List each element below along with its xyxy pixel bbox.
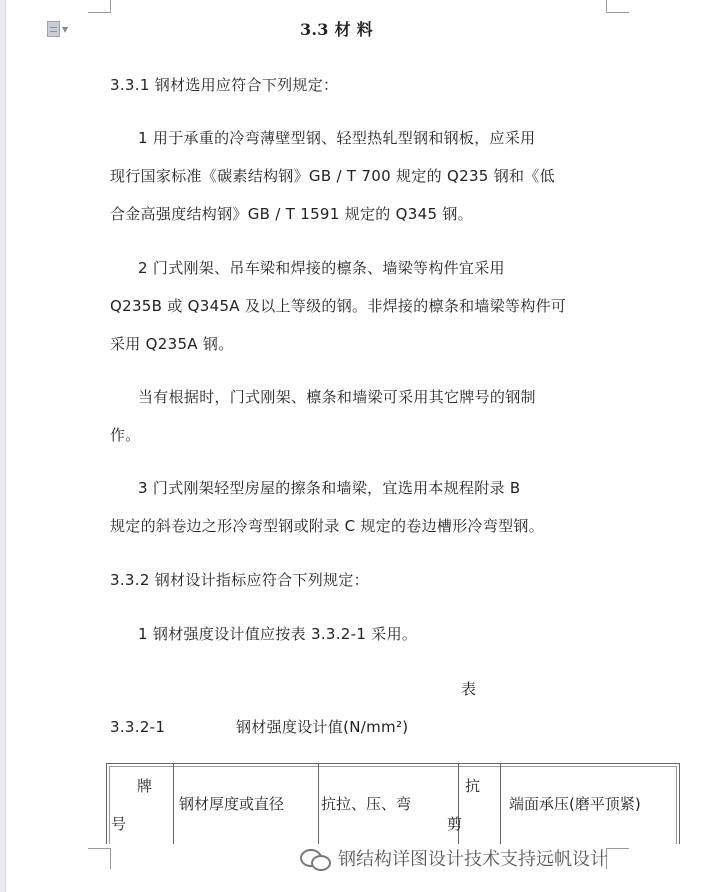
item1-line2: 现行国家标准《碳素结构钢》GB / T 700 规定的 Q235 钢和《低: [110, 167, 555, 185]
clause-3-3-1: 3.3.1 钢材选用应符合下列规定：: [110, 76, 339, 94]
crop-mark-top-left: [88, 0, 111, 13]
header-shear-bottom: 剪: [447, 815, 463, 833]
note-line2: 作。: [110, 426, 141, 444]
document-menu-button[interactable]: [47, 21, 68, 37]
header-tension: 抗拉、压、弯: [321, 795, 412, 813]
header-grade-top: 牌: [137, 777, 153, 795]
item3-line2: 规定的斜卷边之形冷弯型钢或附录 C 规定的卷边槽形冷弯型钢。: [110, 517, 545, 535]
header-grade-bottom: 号: [111, 815, 127, 833]
item2-line1: 2 门式刚架、吊车梁和焊接的檩条、墙梁等构件宜采用: [138, 259, 505, 277]
item3-line1: 3 门式刚架轻型房屋的擦条和墙梁，宜选用本规程附录 B: [138, 479, 521, 497]
page-left-margin: [0, 0, 6, 892]
steel-strength-table: [106, 763, 680, 844]
item1-line3: 合金高强度结构钢》GB / T 1591 规定的 Q345 钢。: [110, 205, 473, 223]
header-thickness: 钢材厚度或直径: [179, 795, 285, 813]
item-3-3-2-1: 1 钢材强度设计值应按表 3.3.2-1 采用。: [138, 625, 418, 643]
note-line1: 当有根据时，门式刚架、檩条和墙梁可采用其它牌号的钢制: [138, 388, 536, 406]
item1-line1: 1 用于承重的冷弯薄壁型钢、轻型热轧型钢和钢板，应采用: [138, 129, 536, 147]
watermark: [300, 845, 608, 871]
table-caption-number: 3.3.2-1: [110, 718, 166, 736]
section-title: 3.3 材 料: [300, 20, 374, 39]
clause-3-3-2: 3.3.2 钢材设计指标应符合下列规定：: [110, 571, 369, 589]
crop-mark-bottom-left: [88, 848, 111, 869]
crop-mark-top-right: [606, 0, 629, 13]
table-caption-title: 钢材强度设计值(N/mm²): [236, 718, 409, 736]
chevron-down-icon: ▼: [62, 24, 69, 34]
item2-line3: 采用 Q235A 钢。: [110, 335, 234, 353]
wechat-icon: [300, 847, 330, 869]
header-bearing: 端面承压(磨平顶紧): [509, 795, 641, 813]
crop-mark-bottom-right: [606, 848, 629, 869]
item2-line2: Q235B 或 Q345A 及以上等级的钢。非焊接的檩条和墙梁等构件可: [110, 297, 567, 315]
watermark-text: 钢结构详图设计技术支持远帆设计: [338, 849, 608, 870]
header-shear-top: 抗: [465, 777, 481, 795]
table-caption-word: 表: [461, 680, 477, 698]
document-icon: [47, 21, 60, 37]
